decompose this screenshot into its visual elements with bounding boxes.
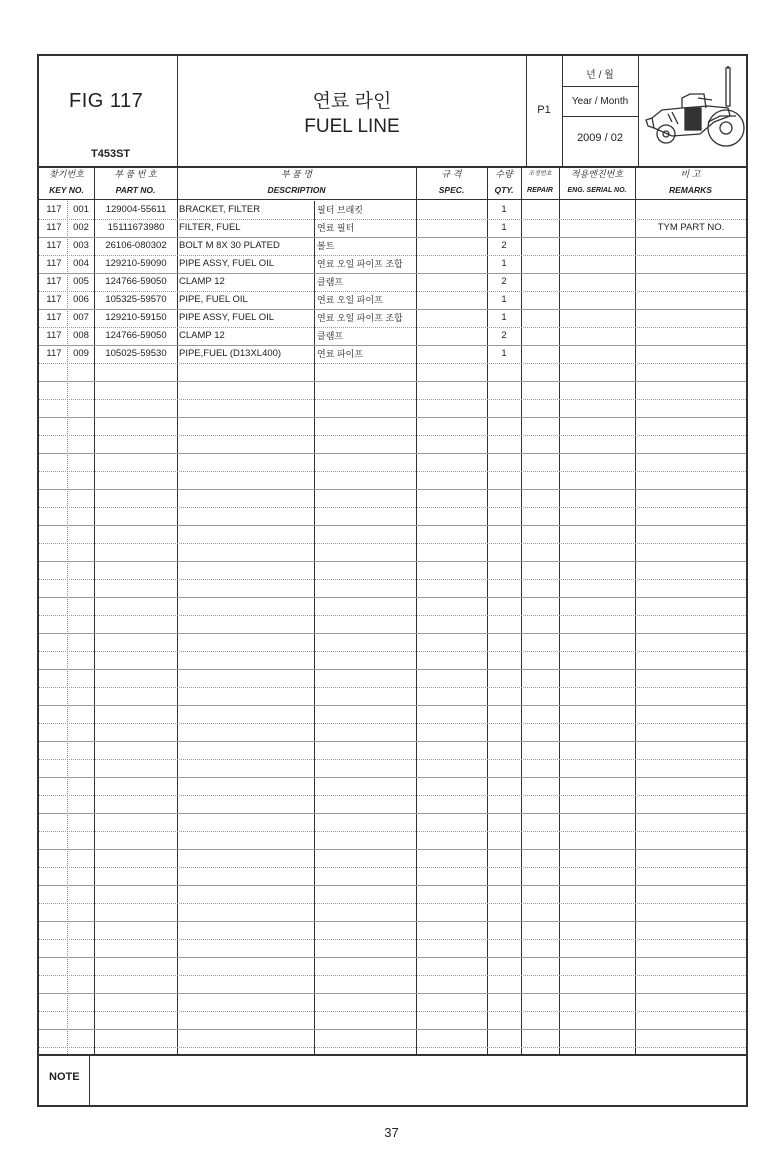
cell-part: 105025-59530	[105, 348, 167, 359]
cell-desc-en: PIPE ASSY, FUEL OIL	[179, 312, 275, 323]
divider	[562, 116, 638, 117]
row-divider	[39, 399, 746, 400]
row-divider	[39, 1011, 746, 1012]
cell-part: 129004-55611	[105, 204, 167, 215]
row-divider	[39, 975, 746, 976]
row-divider	[39, 489, 746, 490]
title-korean: 연료 라인	[312, 91, 392, 112]
column-header-korean: 찾기번호	[49, 169, 84, 179]
column-header-english: DESCRIPTION	[267, 185, 326, 195]
row-divider	[39, 363, 746, 364]
row-divider	[39, 831, 746, 832]
cell-desc-ko: 볼트	[317, 241, 335, 251]
row-divider	[39, 543, 746, 544]
column-header-korean: 규 격	[441, 169, 462, 179]
row-divider	[39, 885, 746, 886]
divider	[39, 166, 746, 168]
cell-desc-ko: 필터 브래킷	[317, 205, 363, 215]
column-header-english: REPAIR	[527, 187, 553, 194]
column-header-english: ENG. SERIAL NO.	[567, 187, 627, 194]
row-divider	[39, 525, 746, 526]
row-divider	[39, 687, 746, 688]
cell-qty: 1	[501, 258, 507, 269]
cell-part: 129210-59150	[105, 312, 167, 323]
cell-fig: 117	[46, 330, 62, 341]
divider	[562, 86, 638, 87]
cell-key: 006	[73, 294, 89, 305]
column-header-korean: 수량	[495, 169, 513, 179]
column-header-korean: 부 품 번 호	[114, 169, 157, 179]
parts-table-frame	[37, 54, 748, 1107]
date-label-english: Year / Month	[571, 96, 629, 107]
cell-key: 008	[73, 330, 89, 341]
cell-remarks	[637, 201, 745, 219]
divider	[39, 1054, 746, 1056]
cell-key: 007	[73, 312, 89, 323]
cell-fig: 117	[46, 348, 62, 359]
column-header-english: SPEC.	[438, 185, 465, 195]
cell-key: 002	[73, 222, 89, 233]
cell-remarks	[637, 255, 745, 273]
model-name: T453ST	[91, 148, 131, 160]
page-code: P1	[537, 104, 551, 116]
cell-fig: 117	[46, 222, 62, 233]
divider	[39, 199, 746, 200]
row-divider	[39, 921, 746, 922]
cell-part: 124766-59050	[105, 330, 167, 341]
cell-desc-en: FILTER, FUEL	[179, 222, 241, 233]
cell-key: 009	[73, 348, 89, 359]
cell-remarks	[637, 237, 745, 255]
cell-key: 003	[73, 240, 89, 251]
page-number: 37	[384, 1125, 399, 1140]
row-divider	[39, 1029, 746, 1030]
row-divider	[39, 615, 746, 616]
cell-key: 004	[73, 258, 89, 269]
fig-number: FIG 117	[69, 90, 144, 112]
row-divider	[39, 795, 746, 796]
cell-remarks	[637, 345, 745, 363]
cell-desc-en: BRACKET, FILTER	[179, 204, 261, 215]
row-divider	[39, 759, 746, 760]
row-divider	[39, 435, 746, 436]
cell-qty: 2	[501, 330, 507, 341]
column-divider	[314, 201, 315, 1054]
cell-desc-en: CLAMP 12	[179, 330, 225, 341]
cell-fig: 117	[46, 240, 62, 251]
cell-desc-en: PIPE,FUEL (D13XL400)	[179, 348, 282, 359]
cell-fig: 117	[46, 204, 62, 215]
cell-desc-ko: 연료 파이프	[317, 349, 363, 359]
cell-fig: 117	[46, 294, 62, 305]
row-divider	[39, 669, 746, 670]
cell-part: 124766-59050	[105, 276, 167, 287]
cell-desc-en: CLAMP 12	[179, 276, 225, 287]
date-label-korean: 년 / 월	[586, 70, 614, 81]
cell-qty: 1	[501, 294, 507, 305]
cell-desc-ko: 연료 오일 파이프 조합	[317, 259, 403, 269]
cell-desc-ko: 연료 오일 파이프 조합	[317, 313, 403, 323]
cell-qty: 2	[501, 276, 507, 287]
row-divider	[39, 993, 746, 994]
row-divider	[39, 579, 746, 580]
cell-key: 001	[73, 204, 89, 215]
cell-qty: 2	[501, 240, 507, 251]
column-header-english: QTY.	[494, 185, 514, 195]
row-divider	[39, 777, 746, 778]
row-divider	[39, 849, 746, 850]
row-divider	[39, 741, 746, 742]
row-divider	[39, 705, 746, 706]
row-divider	[39, 867, 746, 868]
cell-part: 26106-080302	[105, 240, 167, 251]
cell-remarks: TYM PART NO.	[657, 222, 725, 233]
row-divider	[39, 651, 746, 652]
cell-part: 105325-59570	[105, 294, 167, 305]
column-header-english: KEY NO.	[49, 185, 84, 195]
tractor-icon	[642, 64, 746, 156]
divider	[89, 1054, 90, 1105]
date-value: 2009 / 02	[577, 132, 623, 144]
row-divider	[39, 1047, 746, 1048]
cell-desc-en: PIPE ASSY, FUEL OIL	[179, 258, 275, 269]
cell-desc-ko: 클램프	[317, 331, 344, 341]
cell-desc-en: PIPE, FUEL OIL	[179, 294, 248, 305]
row-divider	[39, 957, 746, 958]
row-divider	[39, 597, 746, 598]
cell-qty: 1	[501, 204, 507, 215]
column-header-korean: 적용엔진번호	[570, 169, 624, 179]
cell-part: 129210-59090	[105, 258, 167, 269]
cell-remarks	[637, 273, 745, 291]
row-divider	[39, 561, 746, 562]
cell-remarks	[637, 291, 745, 309]
divider	[638, 56, 639, 166]
title-english: FUEL LINE	[304, 116, 400, 137]
cell-qty: 1	[501, 312, 507, 323]
column-header-korean: 부 품 명	[280, 169, 313, 179]
cell-key: 005	[73, 276, 89, 287]
row-divider	[39, 813, 746, 814]
cell-desc-ko: 클램프	[317, 277, 344, 287]
cell-qty: 1	[501, 222, 507, 233]
cell-fig: 117	[46, 312, 62, 323]
cell-desc-ko: 연료 필터	[317, 223, 355, 233]
cell-fig: 117	[46, 276, 62, 287]
column-header-english: PART NO.	[115, 185, 156, 195]
column-divider	[67, 201, 68, 1054]
row-divider	[39, 633, 746, 634]
cell-remarks	[637, 327, 745, 345]
cell-desc-ko: 연료 오일 파이프	[317, 295, 383, 305]
cell-qty: 1	[501, 348, 507, 359]
cell-part: 15111673980	[107, 222, 165, 233]
row-divider	[39, 381, 746, 382]
column-header-korean: 비 고	[680, 169, 701, 179]
column-header-english: REMARKS	[669, 185, 712, 195]
row-divider	[39, 507, 746, 508]
cell-desc-en: BOLT M 8X 30 PLATED	[179, 240, 280, 251]
row-divider	[39, 471, 746, 472]
row-divider	[39, 939, 746, 940]
cell-fig: 117	[46, 258, 62, 269]
row-divider	[39, 903, 746, 904]
row-divider	[39, 723, 746, 724]
row-divider	[39, 453, 746, 454]
cell-remarks	[637, 309, 745, 327]
note-label: NOTE	[49, 1071, 80, 1083]
column-header-korean: 조정번호	[528, 171, 552, 177]
row-divider	[39, 417, 746, 418]
